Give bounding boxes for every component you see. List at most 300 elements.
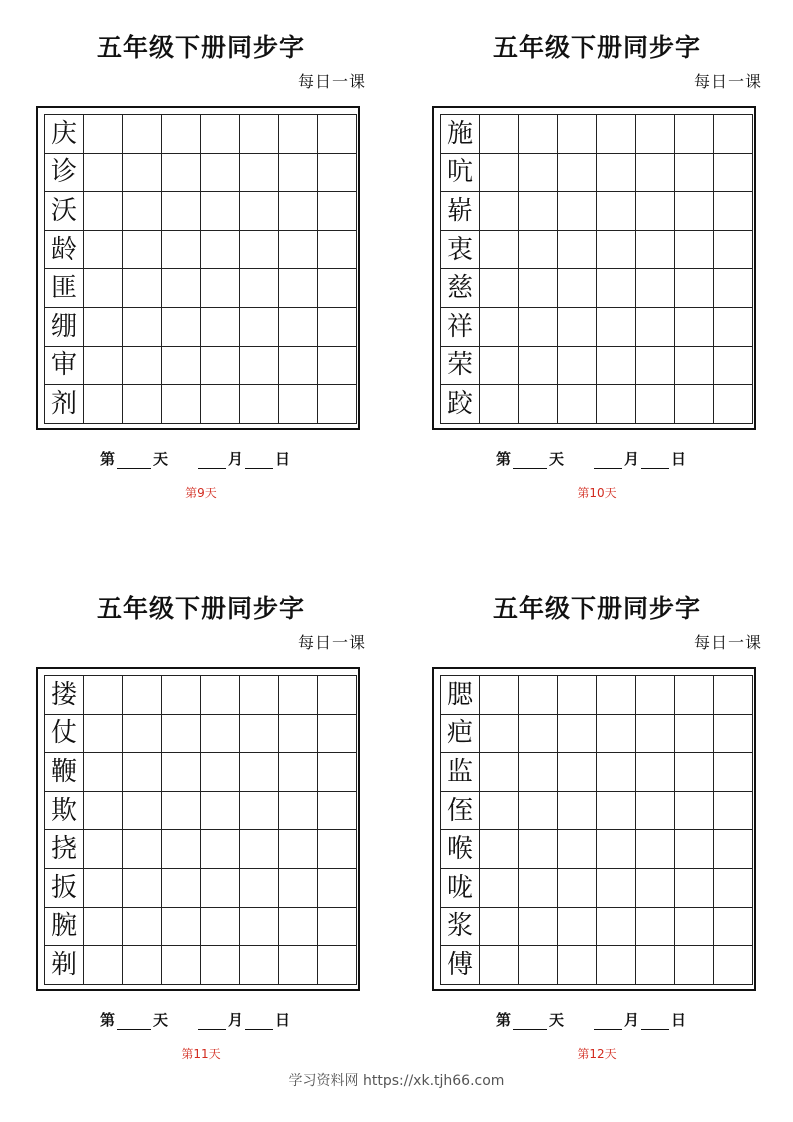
practice-cell[interactable] bbox=[279, 115, 318, 154]
practice-cell[interactable] bbox=[597, 347, 636, 386]
practice-cell[interactable] bbox=[162, 115, 201, 154]
date-di: 第 bbox=[100, 450, 116, 468]
practice-cell[interactable] bbox=[162, 753, 201, 792]
practice-cell[interactable] bbox=[279, 753, 318, 792]
model-character: 匪 bbox=[45, 269, 84, 308]
practice-cell[interactable] bbox=[519, 676, 558, 715]
practice-cell[interactable] bbox=[675, 347, 714, 386]
sheet-title: 五年级下册同步字 bbox=[96, 33, 305, 62]
practice-cell[interactable] bbox=[123, 792, 162, 831]
practice-cell[interactable] bbox=[480, 676, 519, 715]
practice-cell[interactable] bbox=[240, 908, 279, 947]
practice-cell[interactable] bbox=[597, 753, 636, 792]
date-blank[interactable] bbox=[245, 1015, 273, 1030]
practice-cell[interactable] bbox=[480, 753, 519, 792]
practice-cell[interactable] bbox=[480, 115, 519, 154]
practice-cell[interactable] bbox=[558, 753, 597, 792]
practice-cell[interactable] bbox=[480, 385, 519, 424]
model-character: 诊 bbox=[45, 154, 84, 193]
practice-cell[interactable] bbox=[318, 715, 357, 754]
practice-cell[interactable] bbox=[558, 715, 597, 754]
practice-cell[interactable] bbox=[201, 308, 240, 347]
practice-cell[interactable] bbox=[558, 231, 597, 270]
model-character: 喉 bbox=[441, 830, 480, 869]
model-character: 沃 bbox=[45, 192, 84, 231]
practice-cell[interactable] bbox=[84, 385, 123, 424]
practice-cell[interactable] bbox=[123, 192, 162, 231]
practice-cell[interactable] bbox=[636, 946, 675, 985]
practice-cell[interactable] bbox=[201, 154, 240, 193]
practice-cell[interactable] bbox=[636, 385, 675, 424]
practice-cell[interactable] bbox=[636, 715, 675, 754]
practice-cell[interactable] bbox=[714, 308, 753, 347]
practice-cell[interactable] bbox=[675, 269, 714, 308]
practice-cell[interactable] bbox=[84, 715, 123, 754]
practice-cell[interactable] bbox=[714, 676, 753, 715]
model-character: 剂 bbox=[45, 385, 84, 424]
practice-cell[interactable] bbox=[318, 869, 357, 908]
practice-cell[interactable] bbox=[318, 192, 357, 231]
month-blank[interactable] bbox=[198, 454, 226, 469]
practice-cell[interactable] bbox=[597, 192, 636, 231]
model-character: 跤 bbox=[441, 385, 480, 424]
practice-cell[interactable] bbox=[162, 231, 201, 270]
practice-cell[interactable] bbox=[240, 347, 279, 386]
practice-cell[interactable] bbox=[240, 308, 279, 347]
date-tian: 天 bbox=[549, 450, 565, 468]
practice-cell[interactable] bbox=[714, 908, 753, 947]
practice-cell[interactable] bbox=[714, 192, 753, 231]
date-yue: 月 bbox=[624, 450, 640, 468]
practice-cell[interactable] bbox=[162, 869, 201, 908]
model-character: 庆 bbox=[45, 115, 84, 154]
day-blank[interactable] bbox=[513, 1015, 547, 1030]
practice-cell[interactable] bbox=[597, 231, 636, 270]
practice-cell[interactable] bbox=[558, 192, 597, 231]
practice-cell[interactable] bbox=[558, 869, 597, 908]
practice-cell[interactable] bbox=[480, 830, 519, 869]
model-character: 绷 bbox=[45, 308, 84, 347]
practice-cell[interactable] bbox=[162, 946, 201, 985]
practice-cell[interactable] bbox=[240, 231, 279, 270]
practice-cell[interactable] bbox=[714, 385, 753, 424]
practice-cell[interactable] bbox=[201, 192, 240, 231]
practice-cell[interactable] bbox=[480, 715, 519, 754]
practice-cell[interactable] bbox=[597, 946, 636, 985]
practice-cell[interactable] bbox=[675, 946, 714, 985]
date-tian: 天 bbox=[549, 1011, 565, 1029]
practice-cell[interactable] bbox=[675, 715, 714, 754]
practice-cell[interactable] bbox=[84, 154, 123, 193]
model-character: 疤 bbox=[441, 715, 480, 754]
practice-cell[interactable] bbox=[279, 308, 318, 347]
practice-cell[interactable] bbox=[636, 830, 675, 869]
practice-sheet bbox=[36, 561, 366, 1061]
practice-cell[interactable] bbox=[279, 792, 318, 831]
practice-cell[interactable] bbox=[597, 676, 636, 715]
practice-cell[interactable] bbox=[675, 115, 714, 154]
practice-cell[interactable] bbox=[714, 753, 753, 792]
practice-cell[interactable] bbox=[201, 946, 240, 985]
practice-cell[interactable] bbox=[675, 830, 714, 869]
date-line bbox=[100, 1009, 290, 1030]
practice-sheet bbox=[36, 0, 366, 500]
practice-cell[interactable] bbox=[201, 753, 240, 792]
model-character: 吭 bbox=[441, 154, 480, 193]
practice-cell[interactable] bbox=[636, 231, 675, 270]
practice-grid bbox=[440, 114, 753, 424]
practice-cell[interactable] bbox=[480, 792, 519, 831]
practice-cell[interactable] bbox=[480, 269, 519, 308]
practice-cell[interactable] bbox=[240, 115, 279, 154]
practice-cell[interactable] bbox=[201, 830, 240, 869]
sheet-subtitle: 每日一课 bbox=[297, 633, 366, 652]
practice-cell[interactable] bbox=[714, 115, 753, 154]
practice-cell[interactable] bbox=[558, 792, 597, 831]
practice-cell[interactable] bbox=[636, 192, 675, 231]
practice-cell[interactable] bbox=[279, 715, 318, 754]
model-character: 仗 bbox=[45, 715, 84, 754]
practice-cell[interactable] bbox=[84, 269, 123, 308]
practice-cell[interactable] bbox=[240, 192, 279, 231]
practice-cell[interactable] bbox=[519, 792, 558, 831]
practice-cell[interactable] bbox=[279, 192, 318, 231]
model-character: 浆 bbox=[441, 908, 480, 947]
practice-cell[interactable] bbox=[480, 908, 519, 947]
practice-cell[interactable] bbox=[636, 269, 675, 308]
practice-cell[interactable] bbox=[597, 869, 636, 908]
practice-cell[interactable] bbox=[162, 347, 201, 386]
date-yue: 月 bbox=[624, 1011, 640, 1029]
practice-cell[interactable] bbox=[558, 115, 597, 154]
practice-cell[interactable] bbox=[597, 908, 636, 947]
model-character: 傅 bbox=[441, 946, 480, 985]
practice-cell[interactable] bbox=[279, 908, 318, 947]
day-label: 第12天 bbox=[577, 1047, 617, 1061]
practice-cell[interactable] bbox=[558, 385, 597, 424]
practice-cell[interactable] bbox=[279, 269, 318, 308]
practice-cell[interactable] bbox=[318, 908, 357, 947]
practice-cell[interactable] bbox=[240, 830, 279, 869]
practice-cell[interactable] bbox=[123, 753, 162, 792]
date-line bbox=[100, 448, 290, 469]
date-blank[interactable] bbox=[641, 454, 669, 469]
practice-cell[interactable] bbox=[675, 154, 714, 193]
practice-cell[interactable] bbox=[84, 830, 123, 869]
practice-cell[interactable] bbox=[279, 676, 318, 715]
practice-cell[interactable] bbox=[597, 115, 636, 154]
practice-cell[interactable] bbox=[519, 192, 558, 231]
date-ri: 日 bbox=[671, 450, 687, 468]
date-tian: 天 bbox=[153, 450, 169, 468]
practice-cell[interactable] bbox=[162, 308, 201, 347]
practice-cell[interactable] bbox=[123, 385, 162, 424]
practice-cell[interactable] bbox=[84, 115, 123, 154]
practice-cell[interactable] bbox=[558, 154, 597, 193]
sheet-subtitle: 每日一课 bbox=[297, 72, 366, 91]
practice-cell[interactable] bbox=[84, 753, 123, 792]
practice-cell[interactable] bbox=[162, 908, 201, 947]
practice-cell[interactable] bbox=[318, 830, 357, 869]
practice-cell[interactable] bbox=[597, 715, 636, 754]
practice-cell[interactable] bbox=[162, 792, 201, 831]
practice-cell[interactable] bbox=[558, 269, 597, 308]
practice-cell[interactable] bbox=[240, 946, 279, 985]
practice-cell[interactable] bbox=[201, 908, 240, 947]
month-blank[interactable] bbox=[594, 1015, 622, 1030]
practice-cell[interactable] bbox=[318, 347, 357, 386]
practice-cell[interactable] bbox=[675, 385, 714, 424]
model-character: 腮 bbox=[441, 676, 480, 715]
practice-cell[interactable] bbox=[123, 946, 162, 985]
model-character: 施 bbox=[441, 115, 480, 154]
practice-cell[interactable] bbox=[597, 154, 636, 193]
practice-cell[interactable] bbox=[318, 308, 357, 347]
model-character: 崭 bbox=[441, 192, 480, 231]
sheet-title: 五年级下册同步字 bbox=[492, 594, 701, 623]
practice-cell[interactable] bbox=[123, 715, 162, 754]
practice-cell[interactable] bbox=[240, 869, 279, 908]
practice-cell[interactable] bbox=[597, 830, 636, 869]
practice-cell[interactable] bbox=[519, 830, 558, 869]
practice-cell[interactable] bbox=[279, 231, 318, 270]
practice-cell[interactable] bbox=[675, 676, 714, 715]
model-character: 审 bbox=[45, 347, 84, 386]
practice-grid-frame bbox=[432, 106, 756, 430]
date-ri: 日 bbox=[275, 1011, 291, 1029]
practice-cell[interactable] bbox=[519, 385, 558, 424]
practice-cell[interactable] bbox=[201, 115, 240, 154]
practice-cell[interactable] bbox=[714, 946, 753, 985]
practice-cell[interactable] bbox=[519, 154, 558, 193]
date-di: 第 bbox=[100, 1011, 116, 1029]
practice-sheet bbox=[432, 0, 762, 500]
practice-cell[interactable] bbox=[240, 385, 279, 424]
practice-cell[interactable] bbox=[675, 792, 714, 831]
practice-cell[interactable] bbox=[636, 676, 675, 715]
practice-cell[interactable] bbox=[597, 385, 636, 424]
practice-cell[interactable] bbox=[201, 792, 240, 831]
date-line bbox=[496, 448, 686, 469]
practice-cell[interactable] bbox=[714, 715, 753, 754]
practice-cell[interactable] bbox=[558, 676, 597, 715]
practice-cell[interactable] bbox=[123, 308, 162, 347]
model-character: 鞭 bbox=[45, 753, 84, 792]
practice-cell[interactable] bbox=[519, 869, 558, 908]
practice-cell[interactable] bbox=[597, 269, 636, 308]
practice-cell[interactable] bbox=[636, 154, 675, 193]
practice-cell[interactable] bbox=[84, 869, 123, 908]
practice-sheet bbox=[432, 561, 762, 1061]
sheet-title: 五年级下册同步字 bbox=[96, 594, 305, 623]
practice-cell[interactable] bbox=[123, 347, 162, 386]
practice-cell[interactable] bbox=[318, 676, 357, 715]
practice-cell[interactable] bbox=[519, 347, 558, 386]
practice-cell[interactable] bbox=[714, 830, 753, 869]
practice-cell[interactable] bbox=[123, 830, 162, 869]
day-label: 第11天 bbox=[181, 1047, 221, 1061]
month-blank[interactable] bbox=[198, 1015, 226, 1030]
date-ri: 日 bbox=[275, 450, 291, 468]
practice-cell[interactable] bbox=[480, 347, 519, 386]
date-tian: 天 bbox=[153, 1011, 169, 1029]
practice-cell[interactable] bbox=[201, 347, 240, 386]
practice-cell[interactable] bbox=[519, 115, 558, 154]
practice-cell[interactable] bbox=[240, 753, 279, 792]
practice-cell[interactable] bbox=[636, 908, 675, 947]
practice-cell[interactable] bbox=[162, 385, 201, 424]
practice-cell[interactable] bbox=[558, 830, 597, 869]
practice-cell[interactable] bbox=[675, 908, 714, 947]
practice-cell[interactable] bbox=[558, 347, 597, 386]
date-ri: 日 bbox=[671, 1011, 687, 1029]
day-blank[interactable] bbox=[117, 1015, 151, 1030]
practice-cell[interactable] bbox=[597, 308, 636, 347]
practice-cell[interactable] bbox=[84, 347, 123, 386]
date-line bbox=[496, 1009, 686, 1030]
date-blank[interactable] bbox=[245, 454, 273, 469]
practice-cell[interactable] bbox=[675, 308, 714, 347]
practice-grid-frame bbox=[36, 106, 360, 430]
practice-cell[interactable] bbox=[201, 385, 240, 424]
practice-cell[interactable] bbox=[84, 676, 123, 715]
practice-cell[interactable] bbox=[519, 269, 558, 308]
model-character: 衷 bbox=[441, 231, 480, 270]
footer-watermark: 学习资料网 https://xk.tjh66.com bbox=[288, 1073, 505, 1089]
day-blank[interactable] bbox=[117, 454, 151, 469]
practice-cell[interactable] bbox=[84, 231, 123, 270]
practice-cell[interactable] bbox=[519, 753, 558, 792]
practice-cell[interactable] bbox=[162, 676, 201, 715]
practice-cell[interactable] bbox=[714, 869, 753, 908]
model-character: 腕 bbox=[45, 908, 84, 947]
date-yue: 月 bbox=[228, 1011, 244, 1029]
date-blank[interactable] bbox=[641, 1015, 669, 1030]
practice-cell[interactable] bbox=[675, 192, 714, 231]
practice-cell[interactable] bbox=[201, 231, 240, 270]
model-character: 侄 bbox=[441, 792, 480, 831]
practice-cell[interactable] bbox=[714, 154, 753, 193]
practice-cell[interactable] bbox=[636, 115, 675, 154]
practice-grid bbox=[44, 675, 357, 985]
practice-cell[interactable] bbox=[318, 753, 357, 792]
practice-cell[interactable] bbox=[84, 908, 123, 947]
practice-cell[interactable] bbox=[519, 231, 558, 270]
practice-cell[interactable] bbox=[318, 385, 357, 424]
practice-cell[interactable] bbox=[84, 946, 123, 985]
model-character: 慈 bbox=[441, 269, 480, 308]
practice-cell[interactable] bbox=[279, 946, 318, 985]
practice-cell[interactable] bbox=[714, 792, 753, 831]
model-character: 龄 bbox=[45, 231, 84, 270]
practice-cell[interactable] bbox=[240, 676, 279, 715]
practice-cell[interactable] bbox=[279, 154, 318, 193]
practice-cell[interactable] bbox=[480, 946, 519, 985]
practice-cell[interactable] bbox=[240, 715, 279, 754]
month-blank[interactable] bbox=[594, 454, 622, 469]
practice-cell[interactable] bbox=[123, 869, 162, 908]
model-character: 扳 bbox=[45, 869, 84, 908]
practice-cell[interactable] bbox=[597, 792, 636, 831]
practice-cell[interactable] bbox=[84, 308, 123, 347]
practice-cell[interactable] bbox=[201, 715, 240, 754]
sheet-subtitle: 每日一课 bbox=[693, 72, 762, 91]
practice-cell[interactable] bbox=[318, 231, 357, 270]
practice-cell[interactable] bbox=[123, 269, 162, 308]
practice-cell[interactable] bbox=[318, 154, 357, 193]
day-label: 第9天 bbox=[185, 486, 217, 500]
practice-cell[interactable] bbox=[636, 347, 675, 386]
practice-cell[interactable] bbox=[162, 154, 201, 193]
practice-cell[interactable] bbox=[318, 946, 357, 985]
practice-cell[interactable] bbox=[123, 154, 162, 193]
practice-cell[interactable] bbox=[123, 676, 162, 715]
model-character: 监 bbox=[441, 753, 480, 792]
practice-cell[interactable] bbox=[123, 908, 162, 947]
practice-cell[interactable] bbox=[279, 830, 318, 869]
practice-cell[interactable] bbox=[714, 231, 753, 270]
practice-cell[interactable] bbox=[318, 269, 357, 308]
practice-cell[interactable] bbox=[480, 192, 519, 231]
practice-cell[interactable] bbox=[123, 115, 162, 154]
practice-cell[interactable] bbox=[480, 154, 519, 193]
practice-cell[interactable] bbox=[201, 676, 240, 715]
practice-cell[interactable] bbox=[558, 308, 597, 347]
practice-cell[interactable] bbox=[675, 753, 714, 792]
model-character: 祥 bbox=[441, 308, 480, 347]
practice-cell[interactable] bbox=[279, 869, 318, 908]
practice-cell[interactable] bbox=[519, 308, 558, 347]
practice-cell[interactable] bbox=[714, 269, 753, 308]
practice-cell[interactable] bbox=[675, 231, 714, 270]
model-character: 荣 bbox=[441, 347, 480, 386]
practice-cell[interactable] bbox=[318, 115, 357, 154]
model-character: 搂 bbox=[45, 676, 84, 715]
practice-cell[interactable] bbox=[636, 308, 675, 347]
practice-cell[interactable] bbox=[240, 269, 279, 308]
practice-cell[interactable] bbox=[675, 869, 714, 908]
day-blank[interactable] bbox=[513, 454, 547, 469]
practice-cell[interactable] bbox=[558, 946, 597, 985]
practice-cell[interactable] bbox=[162, 715, 201, 754]
practice-cell[interactable] bbox=[162, 269, 201, 308]
practice-cell[interactable] bbox=[201, 869, 240, 908]
practice-cell[interactable] bbox=[201, 269, 240, 308]
practice-cell[interactable] bbox=[558, 908, 597, 947]
practice-cell[interactable] bbox=[636, 792, 675, 831]
practice-cell[interactable] bbox=[480, 869, 519, 908]
practice-cell[interactable] bbox=[84, 192, 123, 231]
practice-cell[interactable] bbox=[162, 192, 201, 231]
practice-cell[interactable] bbox=[162, 830, 201, 869]
practice-cell[interactable] bbox=[519, 715, 558, 754]
practice-cell[interactable] bbox=[279, 347, 318, 386]
practice-cell[interactable] bbox=[240, 154, 279, 193]
sheet-subtitle: 每日一课 bbox=[693, 633, 762, 652]
practice-cell[interactable] bbox=[123, 231, 162, 270]
practice-cell[interactable] bbox=[480, 308, 519, 347]
practice-cell[interactable] bbox=[636, 869, 675, 908]
practice-cell[interactable] bbox=[318, 792, 357, 831]
practice-cell[interactable] bbox=[84, 792, 123, 831]
practice-cell[interactable] bbox=[240, 792, 279, 831]
practice-cell[interactable] bbox=[714, 347, 753, 386]
practice-cell[interactable] bbox=[636, 753, 675, 792]
practice-cell[interactable] bbox=[519, 946, 558, 985]
practice-cell[interactable] bbox=[279, 385, 318, 424]
practice-cell[interactable] bbox=[480, 231, 519, 270]
practice-cell[interactable] bbox=[519, 908, 558, 947]
